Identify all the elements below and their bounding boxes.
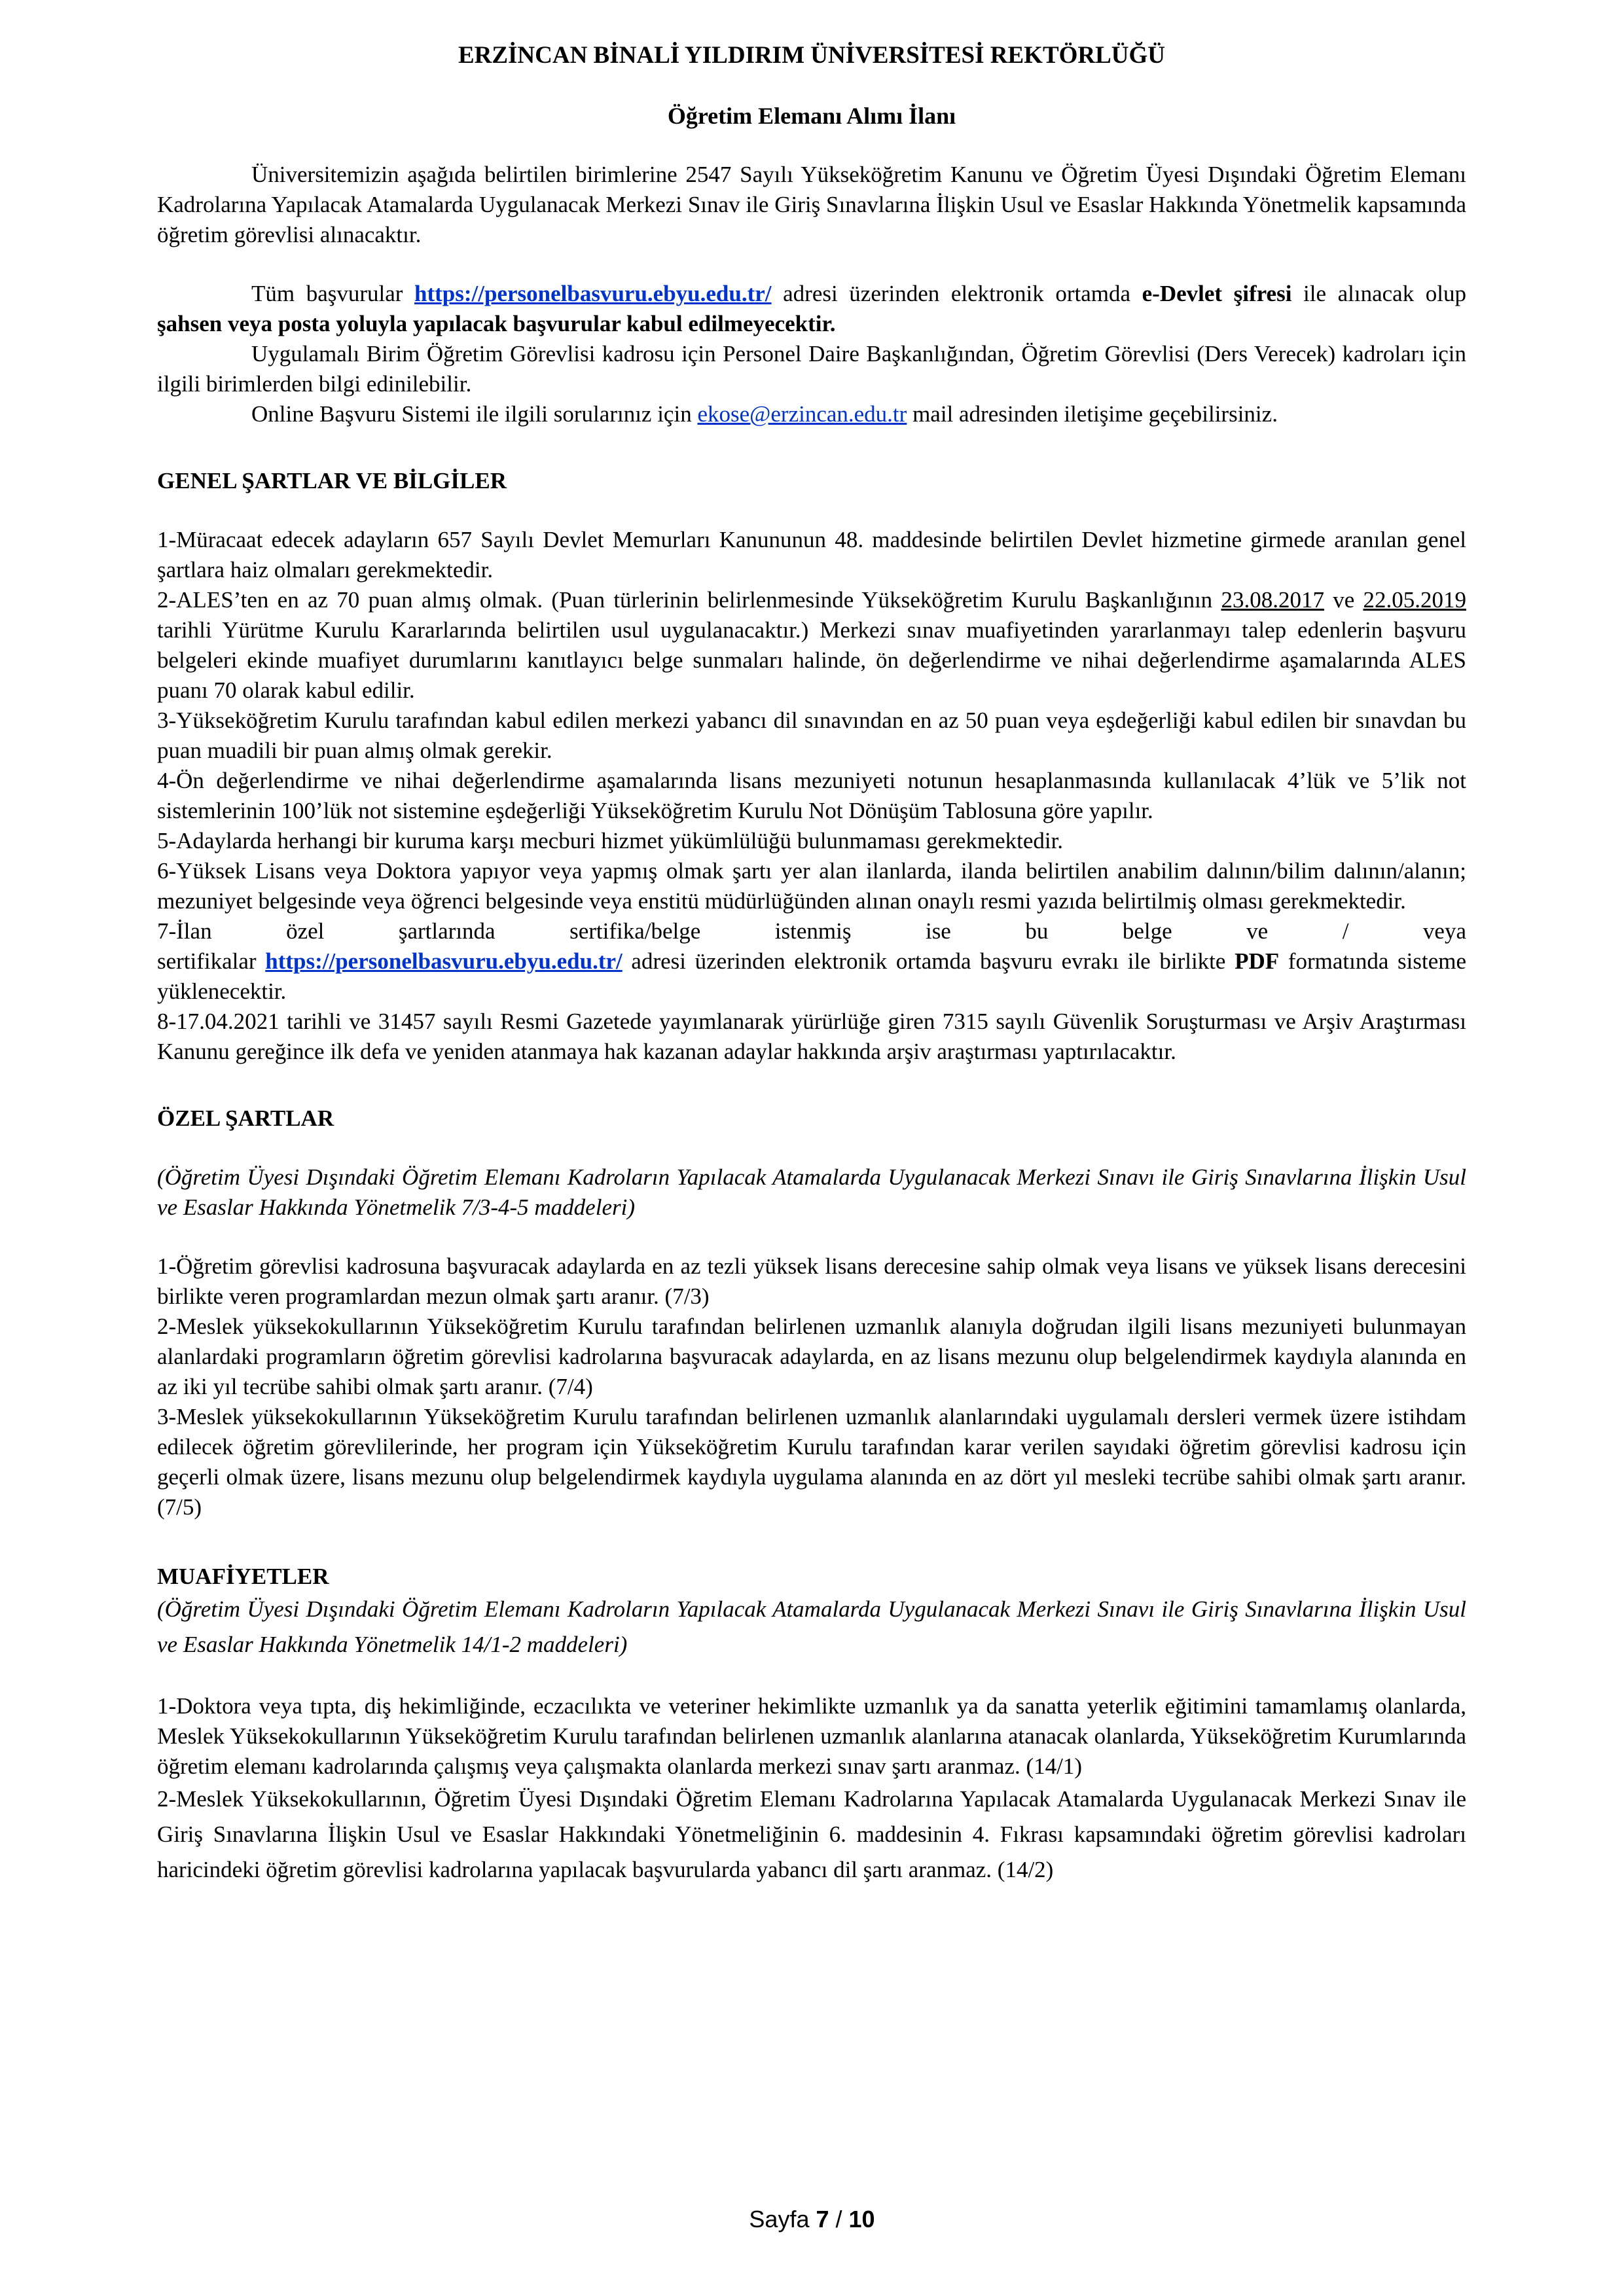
list-item: 1-Öğretim görevlisi kadrosuna başvuracak adaylarda en az tezli yüksek lisans derecesine sahip olmak veya lisans ve yüksek lisans derecesini birlikte veren programlardan mezun olmak şartı aranır. (7/3): [157, 1253, 1466, 1309]
special-note: (Öğretim Üyesi Dışındaki Öğretim Elemanı Kadroların Yapılacak Atamalarda Uygulanacak Merkezi Sınavı ile Giriş Sınavlarına İlişkin Usul ve Esaslar Hakkında Yönetmelik 7/3-4-5 maddeleri): [157, 1164, 1466, 1220]
info-paragraph: Uygulamalı Birim Öğretim Görevlisi kadrosu için Personel Daire Başkanlığından, Öğretim Görevlisi (Ders Verecek) kadroları için ilgili birimlerden bilgi edinilebilir.: [157, 341, 1466, 397]
list-item: 5-Adaylarda herhangi bir kuruma karşı mecburi hizmet yükümlülüğü bulunmaması gerekmektedir.: [157, 828, 1064, 853]
document-subtitle: Öğretim Elemanı Alımı İlanı: [667, 103, 956, 129]
list-item: sertifikalar https://personelbasvuru.ebyu.edu.tr/ adresi üzerinden elektronik ortamda başvuru evrakı ile birlikte PDF formatında sisteme yüklenecektir.: [157, 948, 1467, 1004]
list-item: 4-Ön değerlendirme ve nihai değerlendirme aşamalarında lisans mezuniyeti notunun hesaplanmasında kullanılacak 4’lük ve 5’lik not sistemlerinin 100’lük not sistemine eşdeğerliği Yükseköğretim Kurulu Not Dönüşüm Tablosuna göre yapılır.: [157, 768, 1466, 823]
page-number: Sayfa 7 / 10: [749, 2206, 875, 2233]
intro-paragraph: Üniversitemizin aşağıda belirtilen birimlerine 2547 Sayılı Yükseköğretim Kanunu ve Öğretim Üyesi Dışındaki Öğretim Elemanı Kadrolarına Yapılacak Atamalarda Uygulanacak Merkezi Sınav ile Giriş Sınavlarına İlişkin Usul ve Esaslar Hakkında Yönetmelik kapsamında öğretim görevlisi alınacaktır.: [157, 162, 1466, 247]
upload-portal-link[interactable]: https://personelbasvuru.ebyu.edu.tr/: [265, 948, 623, 974]
application-portal-link[interactable]: https://personelbasvuru.ebyu.edu.tr/: [414, 281, 772, 306]
list-item: 1-Doktora veya tıpta, diş hekimliğinde, eczacılıkta ve veteriner hekimlikte uzmanlık ya da sanatta yeterlik eğitimini tamamlamış olanlarda, Meslek Yüksekokullarının Yükseköğretim Kurulu tarafından belirlenen uzmanlık alanlarına atanacak olanlarda, Yükseköğretim Kurumlarında öğretim elemanı kadrolarında çalışmış veya çalışmakta olanlarda merkezi sınav şartı aranmaz. (14/1): [157, 1693, 1466, 1779]
list-item: 2-Meslek Yüksekokullarının, Öğretim Üyesi Dışındaki Öğretim Elemanı Kadrolarına Yapılacak Atamalarda Uygulanacak Merkezi Sınav ile Giriş Sınavlarına İlişkin Usul ve Esaslar Hakkındaki Yönetmeliğinin 6. maddesinin 4. Fıkrası kapsamındaki öğretim görevlisi kadroları haricindeki öğretim görevlisi kadrolarına yapılacak başvurularda yabancı dil şartı aranmaz. (14/2): [157, 1786, 1466, 1882]
list-item: 2-Meslek yüksekokullarının Yükseköğretim Kurulu tarafından belirlenen uzmanlık alanıyla doğrudan ilgili lisans mezuniyeti bulunmayan alanlardaki programların öğretim görevlisi kadrolarına başvuracak adaylarda, en az lisans mezunu olup belgelendirmek kaydıyla alanında en az iki yıl tecrübe sahibi olmak şartı aranır. (7/4): [157, 1314, 1466, 1399]
document-title: ERZİNCAN BİNALİ YILDIRIM ÜNİVERSİTESİ REKTÖRLÜĞÜ: [458, 42, 1166, 69]
list-item: 2-ALES’ten en az 70 puan almış olmak. (Puan türlerinin belirlenmesinde Yükseköğretim Kurulu Başkanlığının 23.08.2017 ve 22.05.2019 tarihli Yürütme Kurulu Kararlarında belirtilen usul uygulanacaktır.) Merkezi sınav muafiyetinden yararlanmayı talep edenlerin başvuru belgeleri ekinde muafiyet durumlarını kanıtlayıcı belge sunmaları halinde, ön değerlendirme ve nihai değerlendirme aşamalarında ALES puanı 70 olarak kabul edilir.: [157, 587, 1466, 703]
list-item: 8-17.04.2021 tarihli ve 31457 sayılı Resmi Gazetede yayımlanarak yürürlüğe giren 7315 sayılı Güvenlik Soruşturması ve Arşiv Araştırması Kanunu gereğince ilk defa ve yeniden atanmaya hak kazanan adaylar hakkında arşiv araştırması yaptırılacaktır.: [157, 1009, 1466, 1064]
special-list: [157, 1251, 1466, 1522]
list-item: 3-Yükseköğretim Kurulu tarafından kabul edilen merkezi yabancı dil sınavından en az 50 puan veya eşdeğerliği kabul edilen bir sınavdan bu puan muadili bir puan almış olmak gerekir.: [157, 708, 1466, 763]
list-item: 3-Meslek yüksekokullarının Yükseköğretim Kurulu tarafından belirlenen uzmanlık alanlarındaki uygulamalı dersleri vermek üzere istihdam edilecek öğretim görevlilerinde, her program için Yükseköğretim Kurulu tarafından karar verilen sayıdaki öğretim görevlisi kadrosu için geçerli olmak üzere, lisans mezunu olup belgelendirmek kaydıyla uygulama alanında en az dört yıl mesleki tecrübe sahibi olmak şartı aranır. (7/5): [157, 1404, 1466, 1520]
contact-email-link[interactable]: ekose@erzincan.edu.tr: [697, 401, 907, 427]
special-heading: ÖZEL ŞARTLAR: [157, 1105, 334, 1131]
exemptions-note: (Öğretim Üyesi Dışındaki Öğretim Elemanı Kadroların Yapılacak Atamalarda Uygulanacak Merkezi Sınavı ile Giriş Sınavlarına İlişkin Usul ve Esaslar Hakkında Yönetmelik 14/1-2 maddeleri): [157, 1596, 1466, 1657]
list-item: 6-Yüksek Lisans veya Doktora yapıyor veya yapmış olmak şartı yer alan ilanlarda, ilanda belirtilen anabilim dalının/bilim dalının/alanın; mezuniyet belgesinde veya öğrenci belgesinde veya enstitü müdürlüğünden alınan onaylı resmi yazıda belirtilmiş olması gerekmektedir.: [157, 858, 1466, 914]
list-item: 7-İlan özel şartlarında sertifika/belge istenmiş ise bu belge ve / veya: [157, 918, 1466, 944]
contact-paragraph: Online Başvuru Sistemi ile ilgili sorularınız için ekose@erzincan.edu.tr mail adresinden iletişime geçebilirsiniz.: [251, 401, 1278, 427]
list-item: 1-Müracaat edecek adayların 657 Sayılı Devlet Memurları Kanununun 48. maddesinde belirtilen Devlet hizmetine girmede aranılan genel şartlara haiz olmaları gerekmektedir.: [157, 527, 1466, 583]
application-paragraph: Tüm başvurular https://personelbasvuru.ebyu.edu.tr/ adresi üzerinden elektronik ortamda e-Devlet şifresi ile alınacak olup şahsen veya posta yoluyla yapılacak başvurular kabul edilmeyecektir.: [157, 281, 1467, 336]
exemptions-list: [157, 1691, 1466, 1888]
document-page: [157, 33, 1466, 1888]
general-list: [157, 525, 1466, 1067]
general-heading: GENEL ŞARTLAR VE BİLGİLER: [157, 468, 507, 493]
exemptions-heading: MUAFİYETLER: [157, 1564, 329, 1589]
